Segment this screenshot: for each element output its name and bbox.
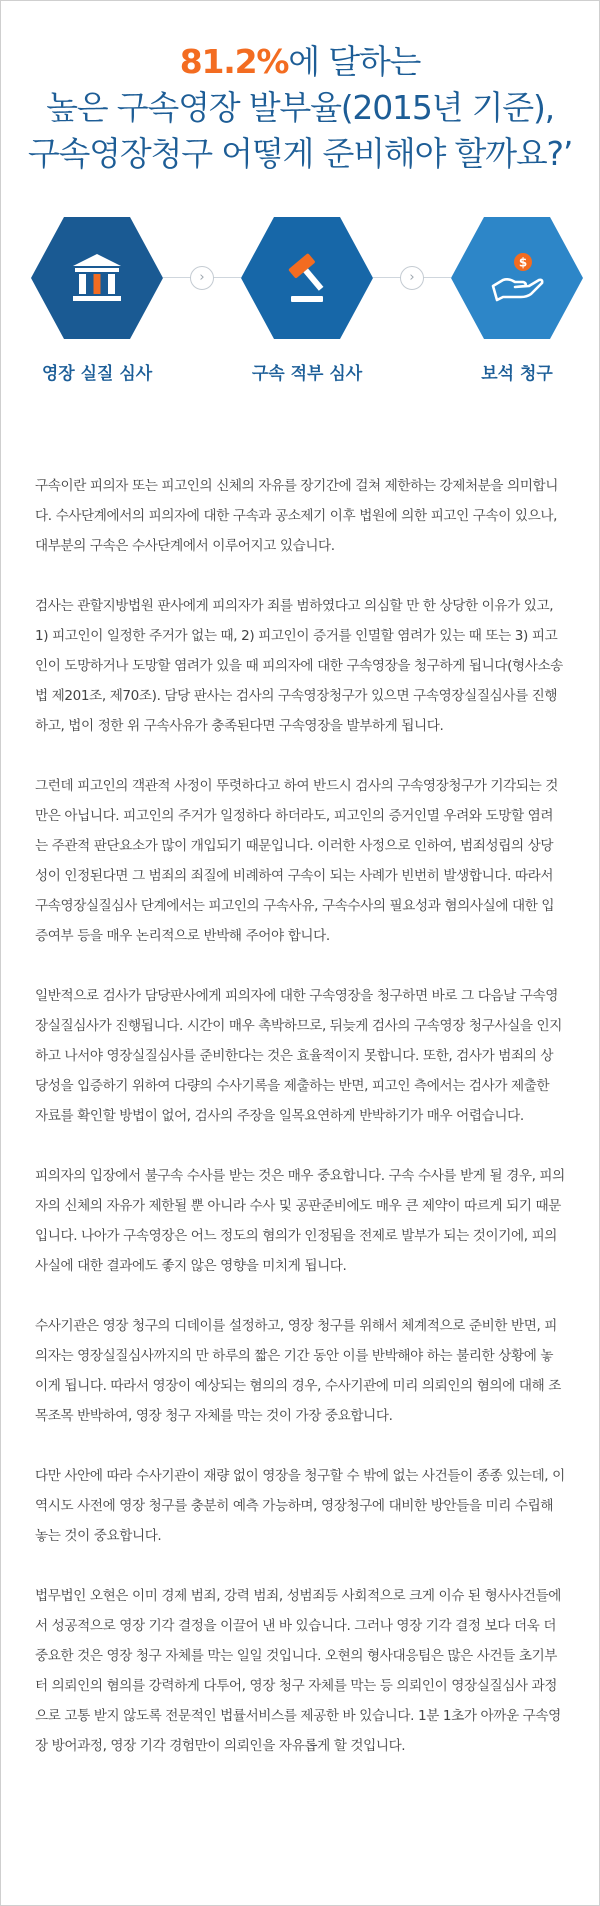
headline-line-2: 높은 구속영장 발부율(2015년 기준), <box>46 88 554 127</box>
step-hexagon-warrant-review <box>31 217 163 339</box>
paragraph: 다만 사안에 따라 수사기관이 재량 없이 영장을 청구할 수 밖에 없는 사건들이 종종 있는데, 이 역시도 사전에 영장 청구를 충분히 예측 가능하며, 영장청구에 대비한 방안들을 미리 수립해 놓는 것이 중요합니다. <box>35 1468 565 1544</box>
money-hand-icon <box>487 248 547 308</box>
headline-line-3: 구속영장청구 어떻게 준비해야 할까요?’ <box>27 134 573 173</box>
step-label-detention-review: 구속 적부 심사 <box>251 364 363 384</box>
step-hexagon-detention-review <box>241 217 373 339</box>
article-body <box>35 471 565 1761</box>
headline-highlight: 81.2% <box>179 42 289 81</box>
paragraph: 구속이란 피의자 또는 피고인의 신체의 자유를 장기간에 걸쳐 제한하는 강제처분을 의미합니다. 수사단계에서의 피의자에 대한 구속과 공소제기 이후 법원에 의한 피고인 구속이 있으나, 대부분의 구속은 수사단계에서 이루어지고 있습니다. <box>35 478 559 554</box>
step-hexagon-bail-request <box>451 217 583 339</box>
paragraph: 그런데 피고인의 객관적 사정이 뚜렷하다고 하여 반드시 검사의 구속영장청구가 기각되는 것만은 아닙니다. 피고인의 주거가 일정하다 하더라도, 피고인의 증거인멸 우려와 도망할 염려는 주관적 판단요소가 많이 개입되기 때문입니다. 이러한 사정으로 인하여, 범죄성립의 상당성이 인정된다면 그 범죄의 죄질에 비례하여 구속이 되는 사례가 빈번히 발생합니다. 따라서 구속영장실질심사 단계에서는 피고인의 구속사유, 구속수사의 필요성과 혐의사실에 대한 입증여부 등을 매우 논리적으로 반박해 주어야 합니다. <box>35 778 559 944</box>
headline-line-1-suffix: 에 달하는 <box>288 42 421 81</box>
chevron-right-icon: › <box>190 266 214 290</box>
chevron-right-icon: › <box>400 266 424 290</box>
step-label-bail-request: 보석 청구 <box>481 364 553 384</box>
paragraph: 법무법인 오현은 이미 경제 범죄, 강력 범죄, 성범죄등 사회적으로 크게 이슈 된 형사사건들에서 성공적으로 영장 기각 결정을 이끌어 낸 바 있습니다. 그러나 영장 기각 결정 보다 더욱 더 중요한 것은 영장 청구 자체를 막는 일일 것입니다. 오현의 형사대응팀은 많은 사건들 초기부터 의뢰인의 혐의를 강력하게 다투어, 영장 청구 자체를 막는 등 의뢰인이 영장실질심사 과정으로 고통 받지 않도록 전문적인 법률서비스를 제공한 바 있습니다. 1분 1초가 아까운 구속영장 방어과정, 영장 기각 경험만이 의뢰인을 자유롭게 할 것입니다. <box>35 1588 561 1754</box>
svg-text:$: $ <box>518 255 528 270</box>
headline-line-1 <box>1 39 599 85</box>
paragraph: 수사기관은 영장 청구의 디데이를 설정하고, 영장 청구를 위해서 체계적으로 준비한 반면, 피의자는 영장실질심사까지의 만 하루의 짧은 기간 동안 이를 반박해야 하는 불리한 상황에 놓이게 됩니다. 따라서 영장이 예상되는 혐의의 경우, 수사기관에 미리 의뢰인의 혐의에 대해 조목조목 반박하여, 영장 청구 자체를 막는 것이 가장 중요합니다. <box>35 1318 561 1424</box>
paragraph: 검사는 관할지방법원 판사에게 피의자가 죄를 범하였다고 의심할 만 한 상당한 이유가 있고, 1) 피고인이 일정한 주거가 없는 때, 2) 피고인이 증거를 인멸할 염려가 있는 때 또는 3) 피고인이 도망하거나 도망할 염려가 있을 때 피의자에 대한 구속영장을 청구하게 됩니다(형사소송법 제201조, 제70조). 담당 판사는 검사의 구속영장청구가 있으면 구속영장실질심사를 진행하고, 법이 정한 위 구속사유가 충족된다면 구속영장을 발부하게 됩니다. <box>35 598 563 734</box>
step-label-warrant-review: 영장 실질 심사 <box>41 364 153 384</box>
process-steps <box>1 217 599 437</box>
paragraph: 피의자의 입장에서 불구속 수사를 받는 것은 매우 중요합니다. 구속 수사를 받게 될 경우, 피의자의 신체의 자유가 제한될 뿐 아니라 수사 및 공판준비에도 매우 큰 제약이 따르게 되기 때문입니다. 나아가 구속영장은 어느 정도의 혐의가 인정됨을 전제로 발부가 되는 것이기에, 피의사실에 대한 결과에도 좋지 않은 영향을 미치게 됩니다. <box>35 1168 565 1274</box>
headline <box>1 39 599 177</box>
paragraph: 일반적으로 검사가 담당판사에게 피의자에 대한 구속영장을 청구하면 바로 그 다음날 구속영장실질심사가 진행됩니다. 시간이 매우 촉박하므로, 뒤늦게 검사의 구속영장 청구사실을 인지하고 나서야 영장실질심사를 준비한다는 것은 효율적이지 못합니다. 또한, 검사가 범죄의 상당성을 입증하기 위하여 다량의 수사기록을 제출하는 반면, 피고인 측에서는 검사가 제출한 자료를 확인할 방법이 없어, 검사의 주장을 일목요연하게 반박하기가 매우 어렵습니다. <box>35 988 562 1124</box>
gavel-icon <box>277 248 337 308</box>
courthouse-icon <box>67 248 127 308</box>
